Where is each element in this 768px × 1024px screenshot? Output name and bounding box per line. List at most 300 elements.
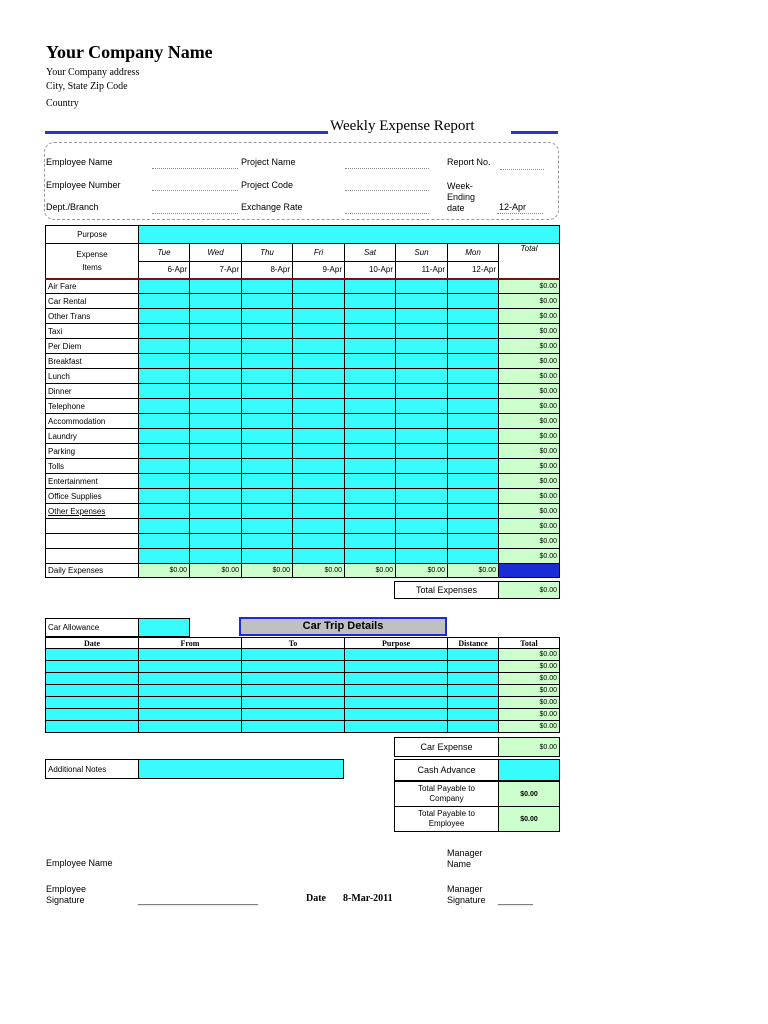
week-ending-underline (497, 213, 543, 214)
expense-row-total: $0.00 (499, 279, 560, 294)
day-header: Wed (190, 244, 242, 262)
daily-expense-value: $0.00 (345, 564, 396, 578)
car-allowance-label: Car Allowance (46, 619, 139, 637)
trip-cell[interactable] (242, 649, 345, 661)
expense-row (46, 279, 560, 294)
expense-cell[interactable] (139, 414, 190, 429)
purpose-label: Purpose (46, 226, 139, 244)
expense-cell[interactable] (396, 504, 448, 519)
expense-row (46, 534, 560, 549)
expense-cell[interactable] (345, 549, 396, 564)
expense-cell[interactable] (345, 324, 396, 339)
expense-cell[interactable] (396, 414, 448, 429)
trip-cell[interactable] (139, 649, 242, 661)
trip-cell[interactable] (345, 685, 448, 697)
trip-row-total: $0.00 (499, 685, 560, 697)
company-name: Your Company Name (46, 42, 213, 62)
expense-cell[interactable] (242, 369, 293, 384)
manager-name-label-line1: Manager (447, 848, 483, 858)
expense-item-label: Lunch (46, 369, 139, 384)
total-header: Total (499, 244, 560, 279)
expense-row (46, 294, 560, 309)
trip-row-total: $0.00 (499, 649, 560, 661)
trip-cell[interactable] (345, 661, 448, 673)
trip-cell[interactable] (448, 709, 499, 721)
expense-cell[interactable] (242, 294, 293, 309)
expense-cell[interactable] (190, 339, 242, 354)
exchange-rate-label: Exchange Rate (241, 202, 303, 212)
expense-cell[interactable] (242, 384, 293, 399)
expense-cell[interactable] (139, 459, 190, 474)
expense-cell[interactable] (242, 354, 293, 369)
car-allowance-row (45, 618, 190, 637)
employee-name-field[interactable] (152, 168, 238, 169)
trip-cell[interactable] (139, 697, 242, 709)
expense-row-total: $0.00 (499, 399, 560, 414)
trip-cell[interactable] (242, 721, 345, 733)
expense-cell[interactable] (345, 414, 396, 429)
expense-cell[interactable] (190, 279, 242, 294)
expense-cell[interactable] (345, 459, 396, 474)
expense-cell[interactable] (448, 429, 499, 444)
expense-row-total: $0.00 (499, 519, 560, 534)
expense-cell[interactable] (242, 489, 293, 504)
expense-row-total: $0.00 (499, 504, 560, 519)
trip-row-total: $0.00 (499, 709, 560, 721)
trip-cell[interactable] (46, 709, 139, 721)
trip-row (46, 673, 560, 685)
trip-cell[interactable] (448, 721, 499, 733)
trip-cell[interactable] (242, 709, 345, 721)
expense-cell[interactable] (190, 474, 242, 489)
expense-cell[interactable] (396, 549, 448, 564)
expense-cell[interactable] (345, 489, 396, 504)
expense-cell[interactable] (139, 399, 190, 414)
cash-advance-input[interactable] (499, 760, 560, 781)
expense-cell[interactable] (190, 294, 242, 309)
expense-cell[interactable] (190, 414, 242, 429)
trip-cell[interactable] (345, 721, 448, 733)
expense-cell[interactable] (345, 279, 396, 294)
trip-cell[interactable] (242, 697, 345, 709)
trip-row (46, 697, 560, 709)
car-allowance-input[interactable] (139, 619, 190, 637)
date-header: 7-Apr (190, 262, 242, 279)
trip-cell[interactable] (46, 697, 139, 709)
day-header: Tue (139, 244, 190, 262)
expense-cell[interactable] (448, 339, 499, 354)
expense-cell[interactable] (345, 519, 396, 534)
company-city: City, State Zip Code (46, 81, 128, 92)
expense-item-label: Parking (46, 444, 139, 459)
expense-cell[interactable] (396, 534, 448, 549)
expense-item-label: Per Diem (46, 339, 139, 354)
expense-cell[interactable] (293, 339, 345, 354)
expense-cell[interactable] (242, 414, 293, 429)
expense-cell[interactable] (139, 429, 190, 444)
expense-item-label: Laundry (46, 429, 139, 444)
expense-row-total: $0.00 (499, 369, 560, 384)
employee-signature-label (46, 884, 86, 906)
expense-cell[interactable] (293, 459, 345, 474)
expense-cell[interactable] (293, 399, 345, 414)
trip-row (46, 709, 560, 721)
expense-row-total: $0.00 (499, 534, 560, 549)
expense-row (46, 459, 560, 474)
expense-item-label (46, 534, 139, 549)
expense-cell[interactable] (293, 279, 345, 294)
cash-advance-label: Cash Advance (395, 760, 499, 781)
expense-cell[interactable] (448, 474, 499, 489)
trip-row-total: $0.00 (499, 673, 560, 685)
expense-cell[interactable] (396, 489, 448, 504)
payable-employee-label-line1: Total Payable to (418, 809, 475, 818)
week-ending-label-line1: Week- (447, 181, 473, 191)
trip-column-header: Purpose (345, 638, 448, 649)
expense-cell[interactable] (242, 474, 293, 489)
expense-cell[interactable] (345, 534, 396, 549)
expense-item-label: Breakfast (46, 354, 139, 369)
expense-cell[interactable] (293, 444, 345, 459)
expense-item-label: Car Rental (46, 294, 139, 309)
employee-signature-label-line1: Employee (46, 884, 87, 894)
expense-cell[interactable] (190, 444, 242, 459)
car-trip-table (45, 637, 560, 733)
expense-cell[interactable] (345, 339, 396, 354)
expense-cell[interactable] (139, 519, 190, 534)
expense-cell[interactable] (396, 324, 448, 339)
expense-cell[interactable] (293, 324, 345, 339)
expense-cell[interactable] (190, 384, 242, 399)
manager-name-label (447, 848, 483, 870)
expense-item-label: Office Supplies (46, 489, 139, 504)
expense-cell[interactable] (448, 489, 499, 504)
expense-cell[interactable] (448, 354, 499, 369)
trip-cell[interactable] (345, 697, 448, 709)
dept-field[interactable] (152, 213, 238, 214)
trip-cell[interactable] (448, 661, 499, 673)
exchange-rate-field[interactable] (345, 213, 429, 214)
date-header: 6-Apr (139, 262, 190, 279)
expense-cell[interactable] (242, 519, 293, 534)
date-header: 8-Apr (242, 262, 293, 279)
expense-row (46, 399, 560, 414)
expense-cell[interactable] (139, 384, 190, 399)
expense-cell[interactable] (190, 459, 242, 474)
expense-cell[interactable] (448, 324, 499, 339)
manager-signature-line[interactable]: _______ (498, 895, 534, 905)
expense-item-label: Other Trans (46, 309, 139, 324)
expense-cell[interactable] (139, 534, 190, 549)
expense-cell[interactable] (293, 294, 345, 309)
expense-cell[interactable] (396, 474, 448, 489)
expense-cell[interactable] (190, 324, 242, 339)
date-header: 12-Apr (448, 262, 499, 279)
expense-cell[interactable] (190, 429, 242, 444)
expense-cell[interactable] (448, 399, 499, 414)
expense-cell[interactable] (293, 384, 345, 399)
expense-cell[interactable] (448, 294, 499, 309)
trip-cell[interactable] (242, 685, 345, 697)
expense-cell[interactable] (139, 339, 190, 354)
expense-row (46, 489, 560, 504)
expense-cell[interactable] (345, 444, 396, 459)
company-address: Your Company address (46, 67, 140, 78)
expense-cell[interactable] (396, 459, 448, 474)
expense-cell[interactable] (139, 294, 190, 309)
expense-cell[interactable] (448, 279, 499, 294)
car-expense-value: $0.00 (499, 738, 560, 757)
project-name-label: Project Name (241, 157, 296, 167)
date-header: 11-Apr (396, 262, 448, 279)
expense-cell[interactable] (396, 384, 448, 399)
day-header: Thu (242, 244, 293, 262)
day-header: Fri (293, 244, 345, 262)
expense-cell[interactable] (293, 519, 345, 534)
expense-cell[interactable] (448, 384, 499, 399)
total-expenses-box (394, 581, 560, 599)
expense-cell[interactable] (448, 534, 499, 549)
expense-cell[interactable] (345, 399, 396, 414)
week-ending-label-line2: Ending (447, 192, 476, 202)
expense-cell[interactable] (396, 519, 448, 534)
expense-cell[interactable] (139, 444, 190, 459)
expense-cell[interactable] (396, 294, 448, 309)
payable-company-label-line1: Total Payable to (418, 784, 475, 793)
date-label: Date (306, 893, 326, 904)
employee-signature-line[interactable]: ________________________ (138, 895, 259, 905)
expense-cell[interactable] (345, 309, 396, 324)
expense-row (46, 384, 560, 399)
trip-cell[interactable] (242, 673, 345, 685)
manager-signature-label-line2: Signature (447, 895, 486, 905)
payable-employee-label (395, 807, 499, 832)
expense-cell[interactable] (190, 489, 242, 504)
project-name-field[interactable] (345, 168, 429, 169)
expense-row (46, 339, 560, 354)
manager-name-label-line2: Name (447, 859, 472, 869)
expense-row (46, 549, 560, 564)
employee-number-label: Employee Number (46, 180, 121, 190)
expense-cell[interactable] (242, 534, 293, 549)
trip-cell[interactable] (139, 721, 242, 733)
expense-cell[interactable] (242, 504, 293, 519)
expense-cell[interactable] (242, 429, 293, 444)
trip-cell[interactable] (139, 709, 242, 721)
expense-cell[interactable] (448, 519, 499, 534)
expense-cell[interactable] (396, 399, 448, 414)
trip-cell[interactable] (139, 673, 242, 685)
purpose-input[interactable] (139, 226, 560, 244)
expense-cell[interactable] (293, 489, 345, 504)
expense-cell[interactable] (448, 444, 499, 459)
trip-cell[interactable] (242, 661, 345, 673)
expense-cell[interactable] (139, 489, 190, 504)
expense-item-label: Accommodation (46, 414, 139, 429)
expense-cell[interactable] (396, 279, 448, 294)
expense-row-total: $0.00 (499, 294, 560, 309)
trip-column-header: From (139, 638, 242, 649)
daily-expenses-label: Daily Expenses (46, 564, 139, 578)
expense-cell[interactable] (448, 549, 499, 564)
report-title: Weekly Expense Report (330, 118, 475, 134)
expense-cell[interactable] (345, 369, 396, 384)
expense-cell[interactable] (448, 309, 499, 324)
expense-cell[interactable] (190, 354, 242, 369)
expense-cell[interactable] (293, 429, 345, 444)
expense-cell[interactable] (242, 444, 293, 459)
week-ending-label-line3: date (447, 203, 465, 213)
expense-cell[interactable] (242, 324, 293, 339)
trip-cell[interactable] (345, 709, 448, 721)
daily-total-cell (499, 564, 560, 578)
expense-row (46, 354, 560, 369)
trip-column-header: Total (499, 638, 560, 649)
week-ending-value[interactable]: 12-Apr (499, 202, 527, 212)
expense-row (46, 324, 560, 339)
trip-cell[interactable] (46, 649, 139, 661)
expense-cell[interactable] (242, 309, 293, 324)
report-no-field[interactable] (500, 169, 544, 170)
expense-cell[interactable] (293, 369, 345, 384)
expense-cell[interactable] (448, 414, 499, 429)
expense-cell[interactable] (448, 504, 499, 519)
trip-cell[interactable] (448, 673, 499, 685)
expense-cell[interactable] (345, 504, 396, 519)
trip-cell[interactable] (46, 661, 139, 673)
expense-cell[interactable] (396, 444, 448, 459)
payable-employee-value: $0.00 (499, 807, 560, 832)
trip-cell[interactable] (448, 685, 499, 697)
daily-expense-value: $0.00 (190, 564, 242, 578)
trip-cell[interactable] (139, 685, 242, 697)
expense-row-total: $0.00 (499, 414, 560, 429)
expense-item-label: Taxi (46, 324, 139, 339)
additional-notes-input[interactable] (139, 760, 344, 779)
expense-item-label: Dinner (46, 384, 139, 399)
trip-cell[interactable] (448, 697, 499, 709)
expense-cell[interactable] (345, 474, 396, 489)
expense-cell[interactable] (242, 549, 293, 564)
expense-cell[interactable] (242, 399, 293, 414)
payable-employee-label-line2: Employee (428, 819, 465, 828)
car-expense-box (394, 737, 560, 757)
expense-cell[interactable] (345, 429, 396, 444)
trip-cell[interactable] (46, 721, 139, 733)
expense-cell[interactable] (190, 309, 242, 324)
trip-cell[interactable] (345, 649, 448, 661)
expense-item-label (46, 549, 139, 564)
expense-cell[interactable] (139, 324, 190, 339)
expense-cell[interactable] (190, 369, 242, 384)
expense-cell[interactable] (190, 399, 242, 414)
expense-item-label: Telephone (46, 399, 139, 414)
expense-cell[interactable] (139, 504, 190, 519)
employee-signature-label-line2: Signature (46, 895, 85, 905)
manager-signature-label-line1: Manager (447, 884, 483, 894)
expense-cell[interactable] (448, 459, 499, 474)
daily-expense-value: $0.00 (139, 564, 190, 578)
expense-cell[interactable] (190, 504, 242, 519)
expense-cell[interactable] (345, 354, 396, 369)
expense-cell[interactable] (139, 279, 190, 294)
trip-cell[interactable] (448, 649, 499, 661)
expense-cell[interactable] (396, 429, 448, 444)
expense-row-total: $0.00 (499, 549, 560, 564)
trip-row (46, 721, 560, 733)
expense-cell[interactable] (345, 294, 396, 309)
expense-cell[interactable] (396, 369, 448, 384)
expense-cell[interactable] (293, 549, 345, 564)
expense-cell[interactable] (190, 549, 242, 564)
car-trip-details-title: Car Trip Details (239, 617, 447, 636)
expense-cell[interactable] (396, 339, 448, 354)
expense-cell[interactable] (242, 339, 293, 354)
trip-cell[interactable] (139, 661, 242, 673)
expense-cell[interactable] (139, 474, 190, 489)
daily-expense-value: $0.00 (396, 564, 448, 578)
expense-row-total: $0.00 (499, 339, 560, 354)
trip-cell[interactable] (46, 673, 139, 685)
trip-row (46, 649, 560, 661)
total-expenses-value: $0.00 (499, 582, 560, 599)
car-expense-label: Car Expense (395, 738, 499, 757)
day-header: Mon (448, 244, 499, 262)
cash-advance-box (394, 759, 560, 781)
expense-cell[interactable] (345, 384, 396, 399)
expense-row-total: $0.00 (499, 324, 560, 339)
expense-row (46, 309, 560, 324)
expense-cell[interactable] (293, 354, 345, 369)
project-code-field[interactable] (345, 190, 429, 191)
expense-row-total: $0.00 (499, 384, 560, 399)
total-expenses-label: Total Expenses (395, 582, 499, 599)
expense-cell[interactable] (293, 309, 345, 324)
trip-cell[interactable] (345, 673, 448, 685)
expense-row-total: $0.00 (499, 429, 560, 444)
trip-row-total: $0.00 (499, 697, 560, 709)
expense-cell[interactable] (293, 414, 345, 429)
expense-cell[interactable] (190, 534, 242, 549)
expense-cell[interactable] (139, 369, 190, 384)
expense-cell[interactable] (139, 354, 190, 369)
expense-row (46, 444, 560, 459)
date-value: 8-Mar-2011 (343, 893, 393, 904)
expense-cell[interactable] (293, 504, 345, 519)
expense-cell[interactable] (242, 459, 293, 474)
trip-cell[interactable] (46, 685, 139, 697)
expense-cell[interactable] (448, 369, 499, 384)
dept-label: Dept./Branch (46, 202, 99, 212)
expense-cell[interactable] (293, 534, 345, 549)
employee-number-field[interactable] (152, 190, 238, 191)
expense-cell[interactable] (396, 354, 448, 369)
expense-cell[interactable] (190, 519, 242, 534)
title-rule-right (511, 131, 558, 134)
expense-cell[interactable] (242, 279, 293, 294)
expense-cell[interactable] (396, 309, 448, 324)
expense-cell[interactable] (139, 309, 190, 324)
expense-item-label: Air Fare (46, 279, 139, 294)
expense-cell[interactable] (139, 549, 190, 564)
additional-notes-label: Additional Notes (46, 760, 139, 779)
manager-signature-label (447, 884, 486, 906)
date-header: 9-Apr (293, 262, 345, 279)
expense-cell[interactable] (293, 474, 345, 489)
payable-company-value: $0.00 (499, 782, 560, 807)
expense-row-total: $0.00 (499, 444, 560, 459)
employee-name-label: Employee Name (46, 157, 113, 167)
